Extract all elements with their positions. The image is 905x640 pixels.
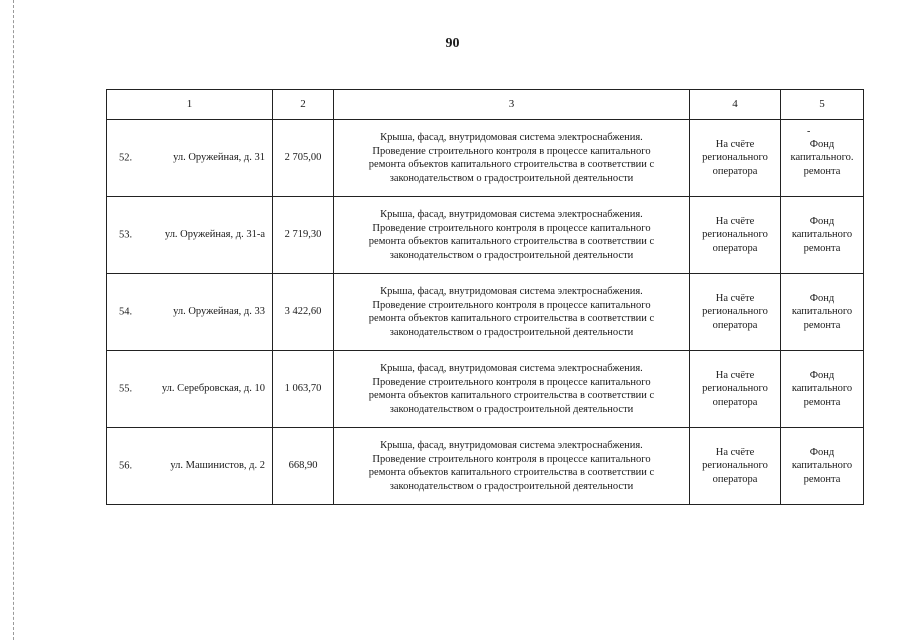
work-line: законодательством о градостроительной деятельности	[389, 249, 634, 261]
address-text: ул. Оружейная, д. 31-а	[164, 229, 265, 241]
fund-cell	[781, 351, 864, 428]
work-line: Крыша, фасад, внутридомовая система электроснабжения.	[380, 363, 643, 374]
header-row	[107, 90, 864, 120]
owner-line: На счёте	[715, 138, 755, 150]
work-line: Проведение строительного контроля в процессе капитального	[372, 376, 651, 388]
header-col-5: 5	[781, 90, 864, 120]
owner-line: оператора	[712, 396, 758, 408]
work-line: Крыша, фасад, внутридомовая система электроснабжения.	[380, 209, 643, 220]
address-cell	[107, 351, 273, 428]
work-line: Крыша, фасад, внутридомовая система электроснабжения.	[380, 132, 643, 143]
work-cell	[334, 274, 690, 351]
owner-line: На счёте	[715, 215, 755, 227]
works-table	[106, 89, 864, 505]
fund-line: ремонта	[803, 242, 841, 254]
owner-cell	[690, 428, 781, 505]
row-number: 52.	[119, 152, 133, 164]
fund-line: капитального	[791, 229, 853, 241]
fund-line: ремонта	[803, 396, 841, 408]
owner-line: регионального	[702, 460, 768, 472]
owner-cell	[690, 120, 781, 197]
fund-line: капитального.	[790, 152, 854, 164]
table-row	[107, 197, 864, 274]
row-number: 56.	[119, 460, 133, 472]
fund-line: Фонд	[809, 215, 835, 227]
owner-line: оператора	[712, 319, 758, 331]
work-cell	[334, 351, 690, 428]
work-line: ремонта объектов капитального строительства в соответствии с	[368, 467, 655, 478]
fund-line: Фонд	[809, 446, 835, 458]
address-cell	[107, 120, 273, 197]
owner-cell	[690, 274, 781, 351]
row-number: 53.	[119, 229, 133, 241]
work-line: законодательством о градостроительной деятельности	[389, 480, 634, 492]
fund-cell	[781, 428, 864, 505]
address-text: ул. Оружейная, д. 33	[173, 306, 265, 318]
area-cell: 3 422,60	[273, 274, 334, 351]
fund-line: Фонд	[809, 369, 835, 381]
work-cell	[334, 428, 690, 505]
fund-line: капитального	[791, 383, 853, 395]
owner-line: регионального	[702, 306, 768, 318]
fund-line: ремонта	[803, 165, 841, 177]
address-text: ул. Оружейная, д. 31	[173, 152, 265, 164]
owner-line: регионального	[702, 383, 768, 395]
fund-line: ремонта	[803, 319, 841, 331]
header-col-2: 2	[273, 90, 334, 120]
work-line: Проведение строительного контроля в процессе капитального	[372, 145, 651, 157]
address-cell	[107, 197, 273, 274]
area-cell: 1 063,70	[273, 351, 334, 428]
table-row	[107, 120, 864, 197]
work-line: законодательством о градостроительной деятельности	[389, 172, 634, 184]
work-line: законодательством о градостроительной деятельности	[389, 326, 634, 338]
work-line: Крыша, фасад, внутридомовая система электроснабжения.	[380, 286, 643, 297]
area-cell: 2 719,30	[273, 197, 334, 274]
area-cell: 2 705,00	[273, 120, 334, 197]
fund-cell	[781, 120, 864, 197]
header-col-1: 1	[107, 90, 273, 120]
fund-line: ремонта	[803, 473, 841, 485]
work-line: ремонта объектов капитального строительства в соответствии с	[368, 236, 655, 247]
owner-line: регионального	[702, 229, 768, 241]
owner-line: На счёте	[715, 369, 755, 381]
work-line: Проведение строительного контроля в процессе капитального	[372, 222, 651, 234]
address-cell	[107, 428, 273, 505]
owner-line: На счёте	[715, 292, 755, 304]
owner-line: оператора	[712, 242, 758, 254]
owner-line: На счёте	[715, 446, 755, 458]
row-number: 55.	[119, 383, 133, 395]
owner-line: оператора	[712, 165, 758, 177]
work-line: ремонта объектов капитального строительства в соответствии с	[368, 390, 655, 401]
work-line: Проведение строительного контроля в процессе капитального	[372, 453, 651, 465]
fund-line: Фонд	[809, 138, 835, 150]
page-number: 90	[445, 36, 460, 51]
fund-line: Фонд	[809, 292, 835, 304]
fund-line: капитального	[791, 460, 853, 472]
table-row	[107, 274, 864, 351]
work-line: ремонта объектов капитального строительства в соответствии с	[368, 159, 655, 170]
owner-line: регионального	[702, 152, 768, 164]
owner-cell	[690, 351, 781, 428]
address-text: ул. Машинистов, д. 2	[170, 460, 265, 472]
fund-line: капитального	[791, 306, 853, 318]
table-row	[107, 351, 864, 428]
area-cell: 668,90	[273, 428, 334, 505]
left-margin-line	[13, 0, 14, 640]
fund-cell	[781, 197, 864, 274]
header-col-3: 3	[334, 90, 690, 120]
owner-cell	[690, 197, 781, 274]
fund-cell	[781, 274, 864, 351]
table-row	[107, 428, 864, 505]
work-line: Проведение строительного контроля в процессе капитального	[372, 299, 651, 311]
work-line: ремонта объектов капитального строительства в соответствии с	[368, 313, 655, 324]
work-line: Крыша, фасад, внутридомовая система электроснабжения.	[380, 440, 643, 451]
work-line: законодательством о градостроительной деятельности	[389, 403, 634, 415]
owner-line: оператора	[712, 473, 758, 485]
address-text: ул. Серебровская, д. 10	[161, 383, 265, 395]
header-col-4: 4	[690, 90, 781, 120]
fund-mark: -	[807, 126, 811, 137]
work-cell	[334, 120, 690, 197]
work-cell	[334, 197, 690, 274]
row-number: 54.	[119, 306, 133, 318]
address-cell	[107, 274, 273, 351]
